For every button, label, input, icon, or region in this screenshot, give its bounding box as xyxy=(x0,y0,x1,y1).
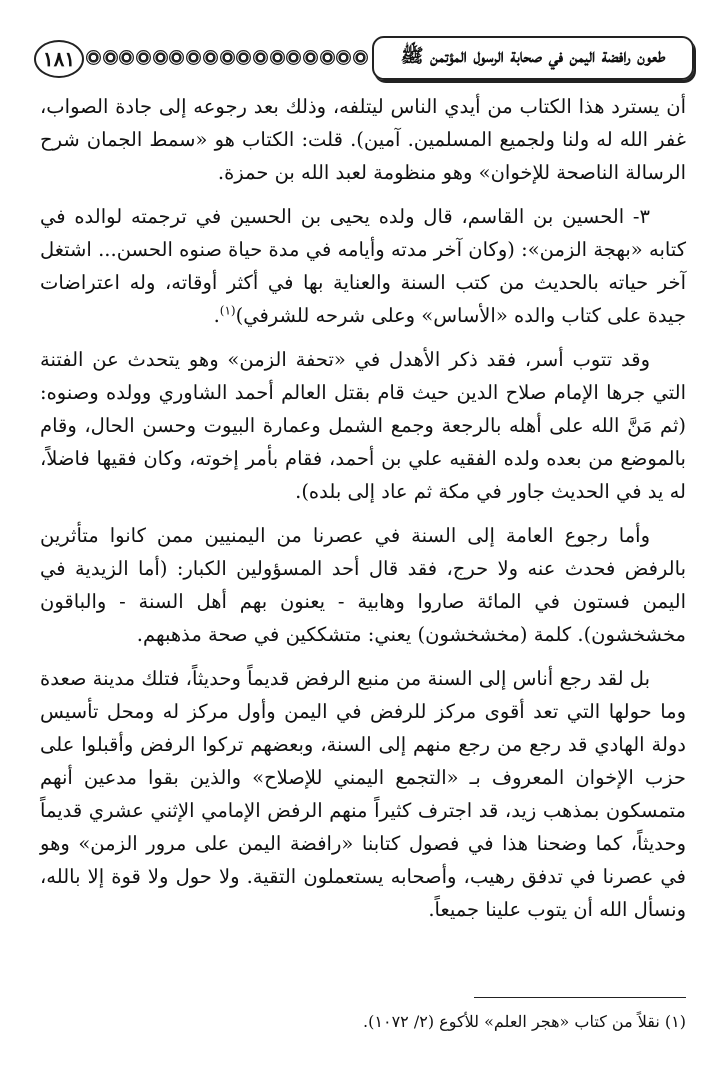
ornament-icon xyxy=(320,50,335,65)
ornament-icon xyxy=(253,50,268,65)
ornament-icon xyxy=(169,50,184,65)
ornament-icon xyxy=(119,50,134,65)
footnote: (١) نقلاً من كتاب «هجر العلم» للأكوع (٢/ ١٠٧٢). xyxy=(363,1012,686,1031)
paragraph: وأما رجوع العامة إلى السنة في عصرنا من اليمنيين ممن كانوا متأثرين بالرفض فحدث عنه ولا حرج، فقد قال أحد المسؤولين الكبار: (أما الزيدية في اليمن فستون في المائة صاروا وهابية - يعنون بهم أهل السنة - والباقون مخشخشون). كلمة (مخشخشون) يعني: متشككين في صحة مذهبهم. xyxy=(40,524,686,646)
ornament-icon xyxy=(270,50,285,65)
ornament-icon xyxy=(103,50,118,65)
ornament-icon xyxy=(353,50,368,65)
footnote-divider xyxy=(474,997,686,998)
paragraph: أن يسترد هذا الكتاب من أيدي الناس ليتلفه، وذلك بعد رجوعه إلى جادة الصواب، غفر الله له ولنا ولجميع المسلمين. آمين). قلت: الكتاب هو «سمط الجمان شرح الرسالة الناصحة للإخوان» وهو منظومة لعبد الله بن حمزة. xyxy=(40,95,686,184)
ornament-row xyxy=(86,44,368,70)
body-text xyxy=(40,90,686,937)
ornament-icon xyxy=(203,50,218,65)
paragraph: بل لقد رجع أناس إلى السنة من منبع الرفض قديماً وحديثاً، فتلك مدينة صعدة وما حولها التي تعد أقوى مركز للرفض في اليمن وأول مركز له ومحل تأسيس دولة الهادي قد رجع من رجع منهم إلى السنة، وبعضهم تركوا الرفض وأقبلوا على حزب الإخوان المعروف بـ «التجمع اليمني للإصلاح» والذين بقوا مدعين أنهم متمسكون بمذهب زيد، قد اجترف كثيراً منهم الرفض الإمامي الإثني عشري قديماً وحديثاً، كما وضحنا هذا في فصول كتابنا «رافضة اليمن على مرور الزمن» وهو في عصرنا في تدفق رهيب، وأصحابه يستعملون التقية. ولا حول ولا قوة إلا بالله، ونسأل الله أن يتوب علينا جميعاً. xyxy=(40,667,686,921)
ornament-icon xyxy=(153,50,168,65)
ornament-icon xyxy=(236,50,251,65)
ornament-icon xyxy=(136,50,151,65)
ornament-icon xyxy=(286,50,301,65)
ornament-icon xyxy=(86,50,101,65)
footnote-marker: (١) xyxy=(219,303,236,318)
ornament-icon xyxy=(336,50,351,65)
page-header xyxy=(34,34,694,84)
paragraph: وقد تتوب أسر، فقد ذكر الأهدل في «تحفة الزمن» وهو يتحدث عن الفتنة التي جرها الإمام صلاح الدين حيث قام بقتل العالم أحمد الشاوري وولده وصنوه: (ثم مَنَّ الله على أهله بالرجعة وجمع الشمل وعمارة البيوت وحسن الحال، وقام بالموضع من بعده ولده الفقيه علي بن أحمد، فقام بأمر إخوته، وكان فقيها فاضلاً، له يد في الحديث جاور في مكة ثم عاد إلى بلده). xyxy=(40,348,686,503)
ornament-icon xyxy=(186,50,201,65)
ornament-icon xyxy=(303,50,318,65)
running-title: طعون رافضة اليمن في صحابة الرسول المؤتمن ﷺ xyxy=(372,36,694,80)
page-number: ١٨١ xyxy=(34,40,84,78)
paragraph-text: ٣- الحسين بن القاسم، قال ولده يحيى بن الحسين في ترجمته لوالده في كتابه «بهجة الزمن»: (وكان آخر مدته وأيامه في مدة حياة صنوه الحسن... اشتغل آخر حياته بالحديث من كتب السنة والعناية بها في أكثر أوقاته، وله اعتراضات جيدة على كتاب والده «الأساس» وعلى شرحه للشرفي) xyxy=(40,205,686,327)
ornament-icon xyxy=(220,50,235,65)
paragraph: ٣- الحسين بن القاسم، قال ولده يحيى بن الحسين في ترجمته لوالده في كتابه «بهجة الزمن»: (وكان آخر مدته وأيامه في مدة حياة صنوه الحسن... اشتغل آخر حياته بالحديث من كتب السنة والعناية بها في أكثر أوقاته، وله اعتراضات جيدة على كتاب والده «الأساس» وعلى شرحه للشرفي)$^{(١)}$. xyxy=(40,205,686,327)
